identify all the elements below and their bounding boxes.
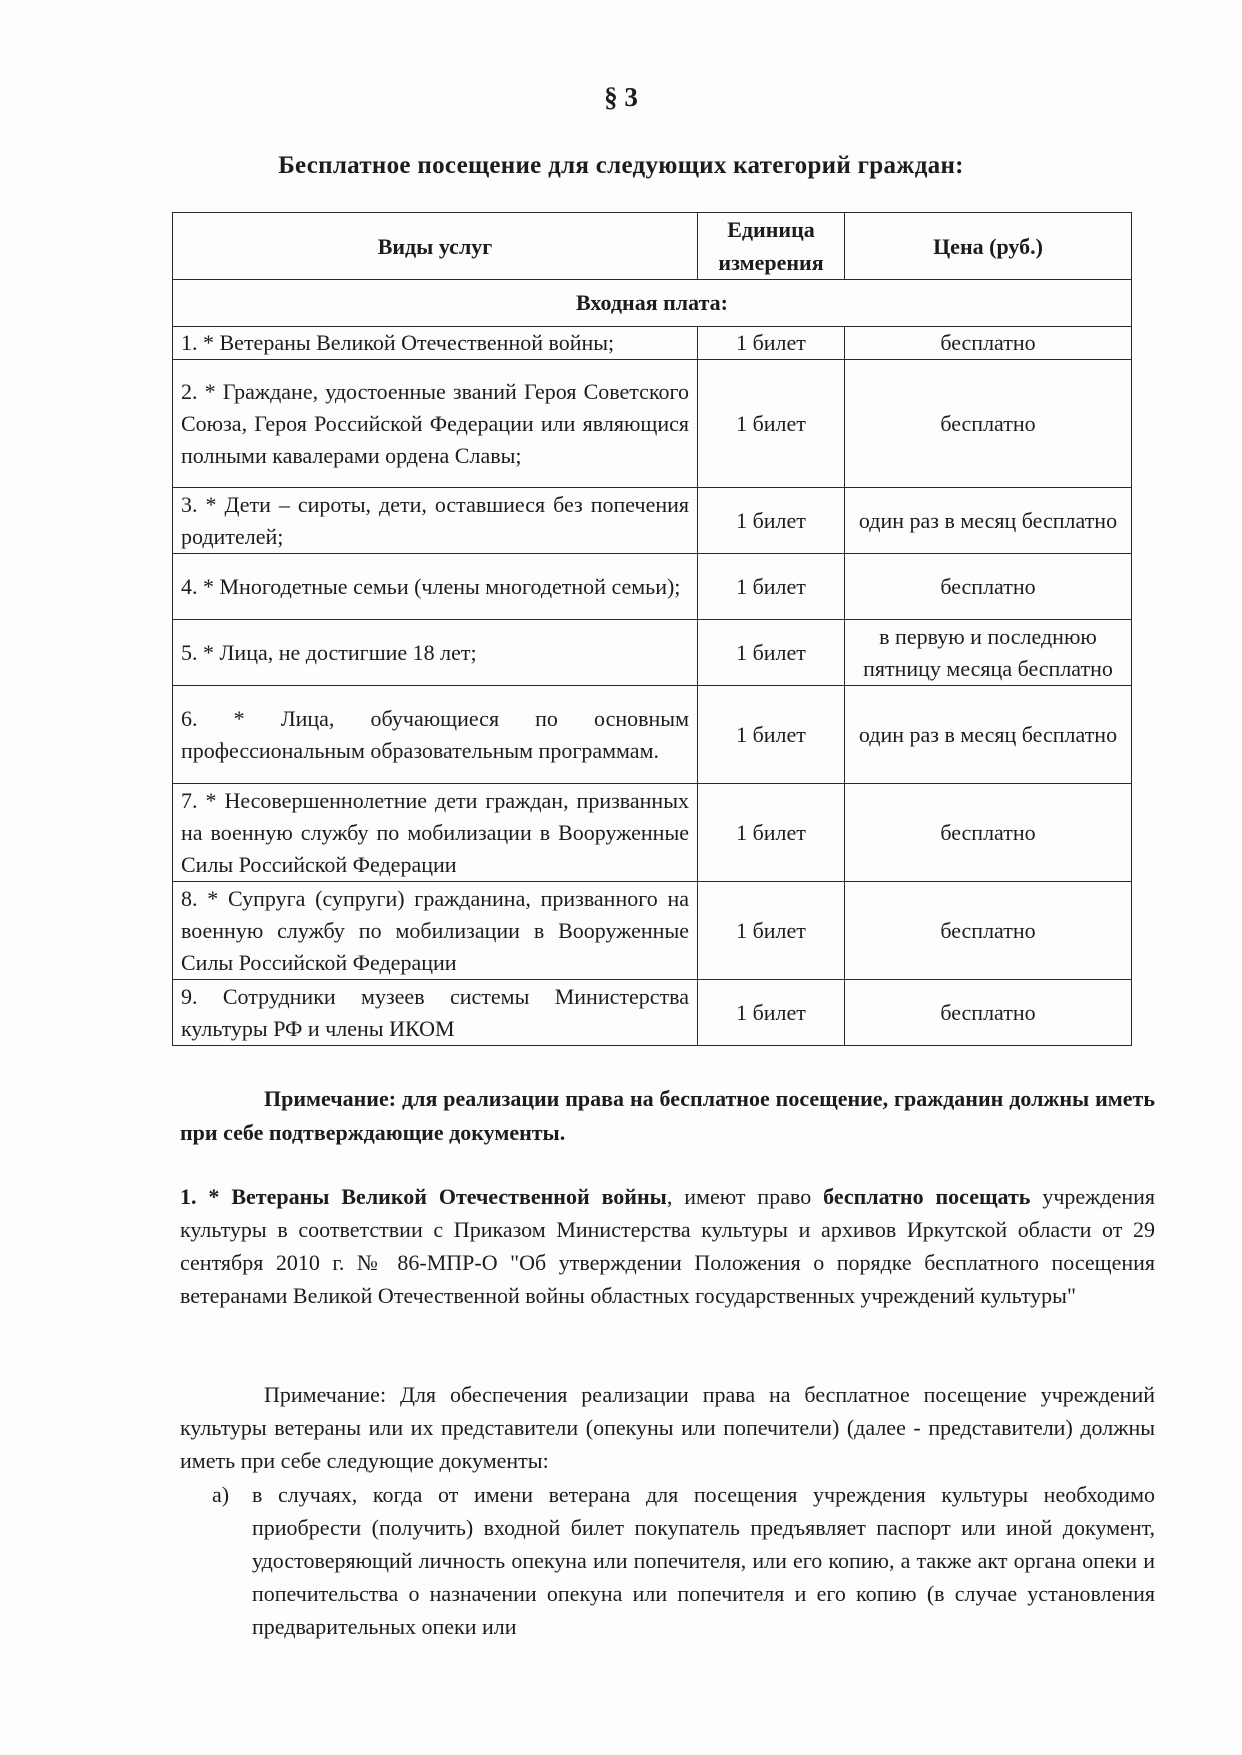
header-unit: Единица измерения [698,213,845,280]
row-service: 7. * Несовершеннолетние дети граждан, призванных на военную службу по мобилизации в Вооруженные Силы Российской Федерации [173,784,698,882]
row-price: бесплатно [845,360,1132,488]
row-service: 5. * Лица, не достигшие 18 лет; [173,620,698,686]
documents-note [180,1378,1155,1477]
row-service: 6. * Лица, обучающиеся по основным профессиональным образовательным программам. [173,686,698,784]
row-service: 3. * Дети – сироты, дети, оставшиеся без попечения родителей; [173,488,698,554]
row-unit: 1 билет [698,327,845,360]
row-unit: 1 билет [698,554,845,620]
table-row [173,620,1132,686]
row-price: один раз в месяц бесплатно [845,488,1132,554]
section-number: § 3 [604,82,638,112]
row-price: бесплатно [845,554,1132,620]
row-service: 8. * Супруга (супруги) гражданина, призванного на военную службу по мобилизации в Вооруженные Силы Российской Федерации [173,882,698,980]
bold-note-text: Примечание: для реализации права на бесплатное посещение, гражданин должны иметь при себе подтверждающие документы. [180,1086,1155,1145]
row-unit: 1 билет [698,980,845,1046]
documents-note-text: Примечание: Для обеспечения реализации права на бесплатное посещение учреждений культуры ветераны или их представители (опекуны или попечители) (далее - представители) должны иметь при себе следующие документы: [180,1382,1155,1473]
header-price: Цена (руб.) [845,213,1132,280]
list-item-text: в случаях, когда от имени ветерана для посещения учреждения культуры необходимо приобрести (получить) входной билет покупатель предъявляет паспорт или иной документ, удостоверяющий личность опекуна или попечителя, или его копию, а также акт органа опеки и попечительства о назначении опекуна или попечителя и его копию (в случае установления предварительных опеки или [252,1482,1155,1639]
table-row [173,882,1132,980]
table-row [173,360,1132,488]
row-unit: 1 билет [698,686,845,784]
row-service: 4. * Многодетные семьи (члены многодетной семьи); [173,554,698,620]
row-service: 9. Сотрудники музеев системы Министерства культуры РФ и члены ИКОМ [173,980,698,1046]
veterans-lead: 1. * Ветераны Великой Отечественной войны [180,1184,667,1209]
row-unit: 1 билет [698,784,845,882]
bold-note [180,1082,1155,1150]
header-service: Виды услуг [173,213,698,280]
table-row [173,327,1132,360]
free-visit-table [172,212,1132,1046]
row-service: 1. * Ветераны Великой Отечественной войны; [173,327,698,360]
row-price: бесплатно [845,980,1132,1046]
row-price: один раз в месяц бесплатно [845,686,1132,784]
table-row [173,784,1132,882]
veterans-mid: , имеют право [666,1184,824,1209]
row-unit: 1 билет [698,488,845,554]
row-price: бесплатно [845,784,1132,882]
list-marker: а) [212,1482,230,1507]
row-unit: 1 билет [698,882,845,980]
row-price: бесплатно [845,882,1132,980]
table-header-row [173,213,1132,280]
table-row [173,488,1132,554]
section-title: Бесплатное посещение для следующих категорий граждан: [278,152,964,179]
veterans-emphasis: бесплатно посещать [823,1184,1031,1209]
veterans-rest: учреждения культуры в соответствии с Приказом Министерства культуры и архивов Иркутской области от 29 сентября 2010 г. № 86-МПР-О "Об утверждении Положения о порядке бесплатного посещения ветеранами Великой Отечественной войны областных государственных учреждений культуры" [180,1184,1156,1308]
row-unit: 1 билет [698,620,845,686]
table-subheader-row [173,280,1132,327]
table-row [173,980,1132,1046]
list-item [212,1478,1155,1643]
table-row [173,686,1132,784]
entry-fee-subheader: Входная плата: [173,280,1132,327]
row-price: в первую и последнюю пятницу месяца бесплатно [845,620,1132,686]
row-unit: 1 билет [698,360,845,488]
row-service: 2. * Граждане, удостоенные званий Героя Советского Союза, Героя Российской Федерации или являющися полными кавалерами ордена Славы; [173,360,698,488]
veterans-paragraph [180,1180,1155,1312]
table-row [173,554,1132,620]
row-price: бесплатно [845,327,1132,360]
